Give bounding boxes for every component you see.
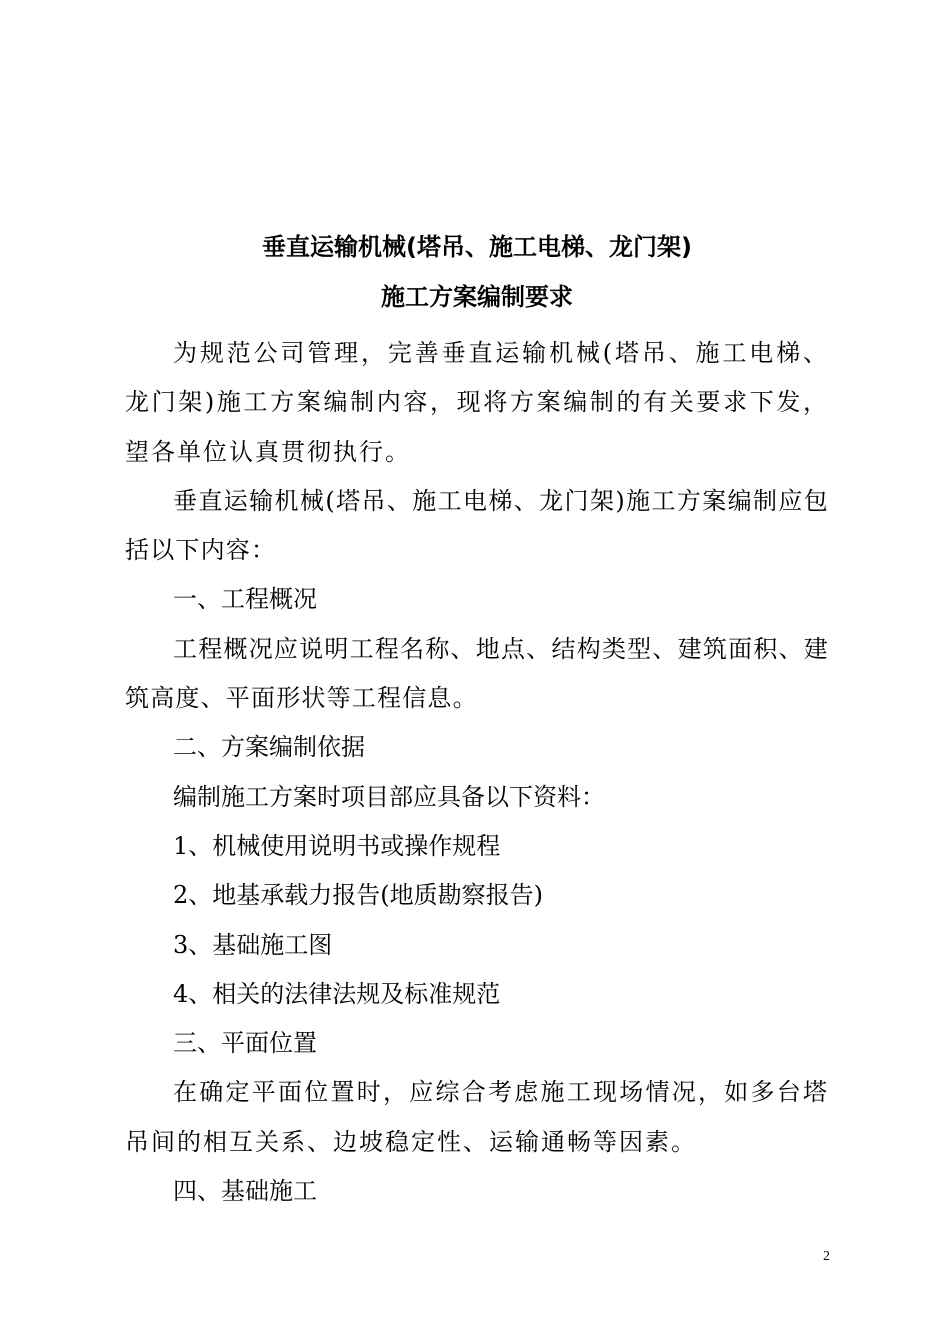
heading-layout-position: 三、平面位置 xyxy=(173,1029,317,1058)
document-title-line-1: 垂直运输机械(塔吊、施工电梯、龙门架) xyxy=(262,233,692,261)
list-item: 3、基础施工图 xyxy=(173,930,333,959)
paragraph-layout-position: 在确定平面位置时，应综合考虑施工现场情况，如多台塔吊间的相互关系、边坡稳定性、运输通畅等因素。 xyxy=(125,1078,829,1156)
list-item: 4、相关的法律法规及标准规范 xyxy=(173,979,501,1008)
heading-foundation: 四、基础施工 xyxy=(173,1177,317,1206)
paragraph-intro: 为规范公司管理，完善垂直运输机械(塔吊、施工电梯、龙门架)施工方案编制内容，现将方案编制的有关要求下发，望各单位认真贯彻执行。 xyxy=(125,339,829,466)
heading-project-overview: 一、工程概况 xyxy=(173,585,317,614)
document-title-line-2: 施工方案编制要求 xyxy=(381,283,573,311)
list-item: 1、机械使用说明书或操作规程 xyxy=(173,831,501,860)
paragraph-basis: 编制施工方案时项目部应具备以下资料： xyxy=(173,782,605,811)
paragraph-scope: 垂直运输机械(塔吊、施工电梯、龙门架)施工方案编制应包括以下内容： xyxy=(125,486,829,565)
list-item: 2、地基承载力报告(地质勘察报告) xyxy=(173,881,543,910)
page-number: 2 xyxy=(823,1249,830,1264)
paragraph-project-overview: 工程概况应说明工程名称、地点、结构类型、建筑面积、建筑高度、平面形状等工程信息。 xyxy=(125,634,829,713)
document-body xyxy=(125,329,829,1216)
heading-basis: 二、方案编制依据 xyxy=(173,733,365,762)
